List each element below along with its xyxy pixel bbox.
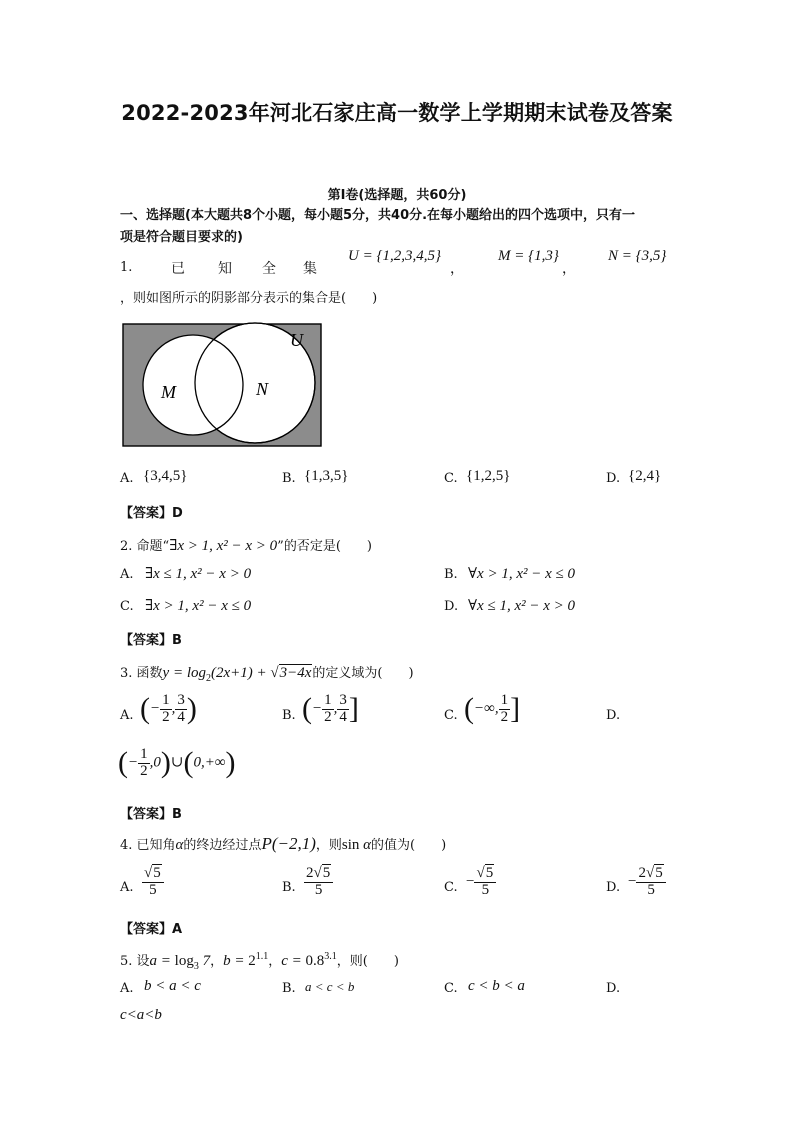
venn-diagram xyxy=(118,318,328,452)
q5-option-b: a < c < b xyxy=(305,979,355,994)
q5-sep-2: ， xyxy=(268,954,282,969)
q4-option-a-label: A. xyxy=(120,880,134,895)
q1-answer: 【答案】D xyxy=(120,506,183,521)
q4-suffix: 的值为( ) xyxy=(371,838,447,853)
q1-set-u: U = {1,2,3,4,5} xyxy=(348,248,441,264)
q4-answer: 【答案】A xyxy=(120,922,183,937)
q2-option-b: ∀x > 1, x² − x ≤ 0 xyxy=(468,566,575,582)
q2-option-a-label: A. xyxy=(120,567,134,582)
q4-mid2: ，则 xyxy=(315,838,342,853)
q2-option-a: ∃x ≤ 1, x² − x > 0 xyxy=(145,566,252,582)
q2-prefix: 2. 命题“ xyxy=(120,539,170,554)
q4-option-b: $\frac{2√5}{5}$ xyxy=(304,866,333,899)
q3-option-a: (− $\frac{1}{2}$ , $\frac{3}{4}$ ) xyxy=(140,691,197,725)
q5-b-def: $b = 2^{1.1}$ xyxy=(223,951,269,969)
q5-option-d: c<a<b xyxy=(120,1007,162,1023)
q4-sin-alpha: sin α xyxy=(341,837,372,853)
q3-suffix: 的定义域为( ) xyxy=(312,666,414,681)
part-heading-line2: 项是符合题目要求的) xyxy=(120,230,243,245)
q2-option-c-label: C. xyxy=(120,599,134,614)
q1-option-c: {1,2,5} xyxy=(466,468,511,484)
q1-word-4: 集 xyxy=(303,261,317,277)
q5-option-a-label: A. xyxy=(120,981,134,996)
q5-a-def: $a = \log_3 7$ xyxy=(149,953,211,972)
q4-option-c: − $\frac{√5}{5}$ xyxy=(466,866,496,899)
q2-suffix: ”的否定是( ) xyxy=(277,539,372,554)
q3-option-a-label: A. xyxy=(120,708,134,723)
venn-label-n: N xyxy=(256,379,269,399)
q4-option-d-label: D. xyxy=(606,880,621,895)
q5-option-a: b < a < c xyxy=(144,978,201,994)
q1-option-b-label: B. xyxy=(282,471,296,486)
q1-set-m: M = {1,3} xyxy=(498,248,559,264)
q3-option-d-label: D. xyxy=(606,708,621,723)
q3-prefix: 3. 函数 xyxy=(120,666,163,681)
q3-option-b: (− $\frac{1}{2}$ , $\frac{3}{4}$ ] xyxy=(302,691,359,725)
q2-option-c: ∃x > 1, x² − x ≤ 0 xyxy=(145,598,252,614)
q5-suffix: ，则( ) xyxy=(336,954,399,969)
q3-function: $y = \log_2(2x+1) + √3-4x$ xyxy=(162,665,312,684)
q4-option-a: $\frac{√5}{5}$ xyxy=(142,866,164,899)
q3-answer: 【答案】B xyxy=(120,807,182,822)
q5-option-b-label: B. xyxy=(282,981,296,996)
q4-stem xyxy=(120,834,446,854)
q1-option-a: {3,4,5} xyxy=(143,468,188,484)
q5-option-c: c < b < a xyxy=(468,978,525,994)
q5-option-d-label: D. xyxy=(606,981,621,996)
q3-option-c: (−∞, $\frac{1}{2}$ ] xyxy=(464,691,521,725)
q1-option-a-label: A. xyxy=(120,471,134,486)
q2-stem xyxy=(120,535,372,555)
q5-option-c-label: C. xyxy=(444,981,458,996)
q2-option-d: ∀x ≤ 1, x² − x > 0 xyxy=(468,598,575,614)
q4-alpha: α xyxy=(175,837,184,853)
q2-stem-math: ∃x > 1, x² − x > 0 xyxy=(169,538,278,554)
q1-number: 1. xyxy=(120,260,133,275)
q1-option-d-label: D. xyxy=(606,471,621,486)
section-title: 第I卷(选择题，共60分) xyxy=(327,188,467,203)
q4-option-b-label: B. xyxy=(282,880,296,895)
q4-mid1: 的终边经过点 xyxy=(183,838,262,853)
q2-option-d-label: D. xyxy=(444,599,459,614)
q3-option-d: (− $\frac{1}{2}$ ,0)∪(0,+∞) xyxy=(118,745,236,779)
q1-word-3: 全 xyxy=(262,261,276,277)
q1-stem-line2: ，则如图所示的阴影部分表示的集合是( ) xyxy=(120,291,378,306)
q3-option-b-label: B. xyxy=(282,708,296,723)
q1-word-2: 知 xyxy=(218,261,232,277)
q5-stem xyxy=(120,950,399,972)
q4-option-d: − $\frac{2√5}{5}$ xyxy=(628,866,666,899)
q1-option-c-label: C. xyxy=(444,471,458,486)
part-heading-line1: 一、选择题(本大题共8个小题，每小题5分，共40分.在每小题给出的四个选项中，只有一 xyxy=(120,208,636,223)
q4-option-c-label: C. xyxy=(444,880,458,895)
q5-sep-1: ， xyxy=(210,954,224,969)
document-title: 2022-2023年河北石家庄高一数学上学期期末试卷及答案 xyxy=(121,101,673,125)
q4-point: P(−2,1) xyxy=(261,834,316,853)
q1-option-d: {2,4} xyxy=(628,468,662,484)
q2-option-b-label: B. xyxy=(444,567,458,582)
q1-comma-2: ， xyxy=(562,261,576,277)
q1-option-b: {1,3,5} xyxy=(304,468,349,484)
q5-prefix: 5. 设 xyxy=(120,954,150,969)
q1-word-1: 已 xyxy=(171,261,185,277)
q5-c-def: $c = 0.8^{3.1}$ xyxy=(281,951,337,969)
venn-label-m: M xyxy=(161,382,176,402)
q3-option-c-label: C. xyxy=(444,708,458,723)
venn-label-u: U xyxy=(290,330,303,350)
q4-prefix: 4. 已知角 xyxy=(120,838,176,853)
q3-stem xyxy=(120,662,414,684)
q1-comma-1: ， xyxy=(450,261,464,277)
q1-set-n: N = {3,5} xyxy=(608,248,667,264)
q2-answer: 【答案】B xyxy=(120,633,182,648)
